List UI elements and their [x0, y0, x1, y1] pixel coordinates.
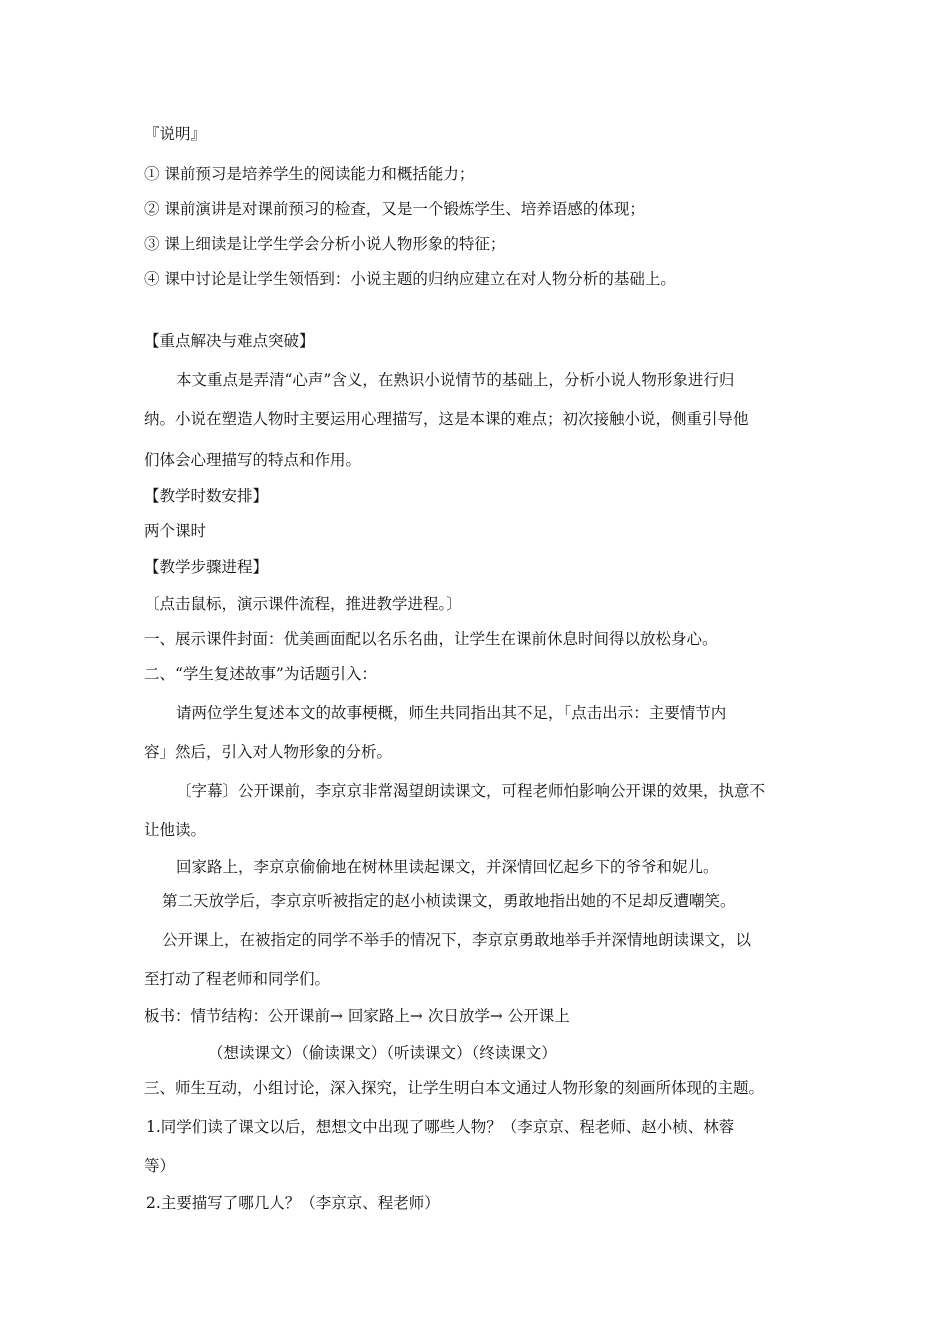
step-1: 一、展示课件封面：优美画面配以名乐名曲，让学生在课前休息时间得以放松身心。	[144, 630, 718, 648]
explain-item-3: ③ 课上细读是让学生学会分析小说人物形象的特征；	[144, 235, 506, 253]
caption-line-2: 让他读。	[144, 821, 207, 839]
plot-line-4b: 至打动了程老师和同学们。	[144, 970, 331, 988]
focus-line-1: 本文重点是弄清“心声”含义，在熟识小说情节的基础上，分析小说人物形象进行归	[176, 371, 735, 389]
step-2-line-1: 请两位学生复述本文的故事梗概，师生共同指出其不足，「点击出示：主要情节内	[176, 704, 727, 722]
focus-line-3: 们体会心理描写的特点和作用。	[144, 451, 362, 469]
explain-item-4: ④ 课中讨论是让学生领悟到：小说主题的归纳应建立在对人物分析的基础上。	[144, 270, 676, 288]
steps-heading: 【教学步骤进程】	[144, 558, 269, 576]
board-structure: 板书：情节结构：公开课前→ 回家路上→ 次日放学→ 公开课上	[144, 1007, 570, 1025]
explain-item-2: ② 课前演讲是对课前预习的检查，又是一个锻炼学生、培养语感的体现；	[144, 200, 645, 218]
step-2: 二、“学生复述故事”为话题引入：	[144, 665, 377, 683]
plot-line-2: 回家路上，李京京偷偷地在树林里读起课文，并深情回忆起乡下的爷爷和妮儿。	[176, 858, 719, 876]
focus-heading: 【重点解决与难点突破】	[144, 332, 315, 350]
plot-line-3: 第二天放学后，李京京听被指定的赵小桢读课文，勇敢地指出她的不足却反遭嘲笑。	[162, 892, 736, 910]
hours-text: 两个课时	[144, 522, 207, 540]
board-subtitles: （想读课文）（偷读课文）（听读课文）（终读课文）	[208, 1044, 557, 1062]
step-2-line-2: 容」然后，引入对人物形象的分析。	[144, 743, 393, 761]
caption-line-1: 〔字幕〕公开课前，李京京非常渴望朗读课文，可程老师怕影响公开课的效果，执意不	[176, 782, 766, 800]
question-1-line-1: 1.同学们读了课文以后，想想文中出现了哪些人物？（李京京、程老师、赵小桢、林蓉	[146, 1118, 735, 1136]
plot-line-4a: 公开课上，在被指定的同学不举手的情况下，李京京勇敢地举手并深情地朗读课文，以	[162, 931, 752, 949]
hours-heading: 【教学时数安排】	[144, 487, 269, 505]
focus-line-2: 纳。小说在塑造人物时主要运用心理描写，这是本课的难点；初次接触小说，侧重引导他	[144, 410, 749, 428]
explain-item-1: ① 课前预习是培养学生的阅读能力和概括能力；	[144, 165, 475, 183]
steps-note: 〔点击鼠标，演示课件流程，推进教学进程。〕	[144, 595, 462, 613]
question-2: 2.主要描写了哪几人？（李京京、程老师）	[146, 1194, 440, 1212]
step-3: 三、师生互动，小组讨论，深入探究，让学生明白本文通过人物形象的刻画所体现的主题。	[144, 1079, 765, 1097]
explain-title: 『说明』	[144, 125, 207, 143]
question-1-line-2: 等）	[144, 1157, 176, 1175]
